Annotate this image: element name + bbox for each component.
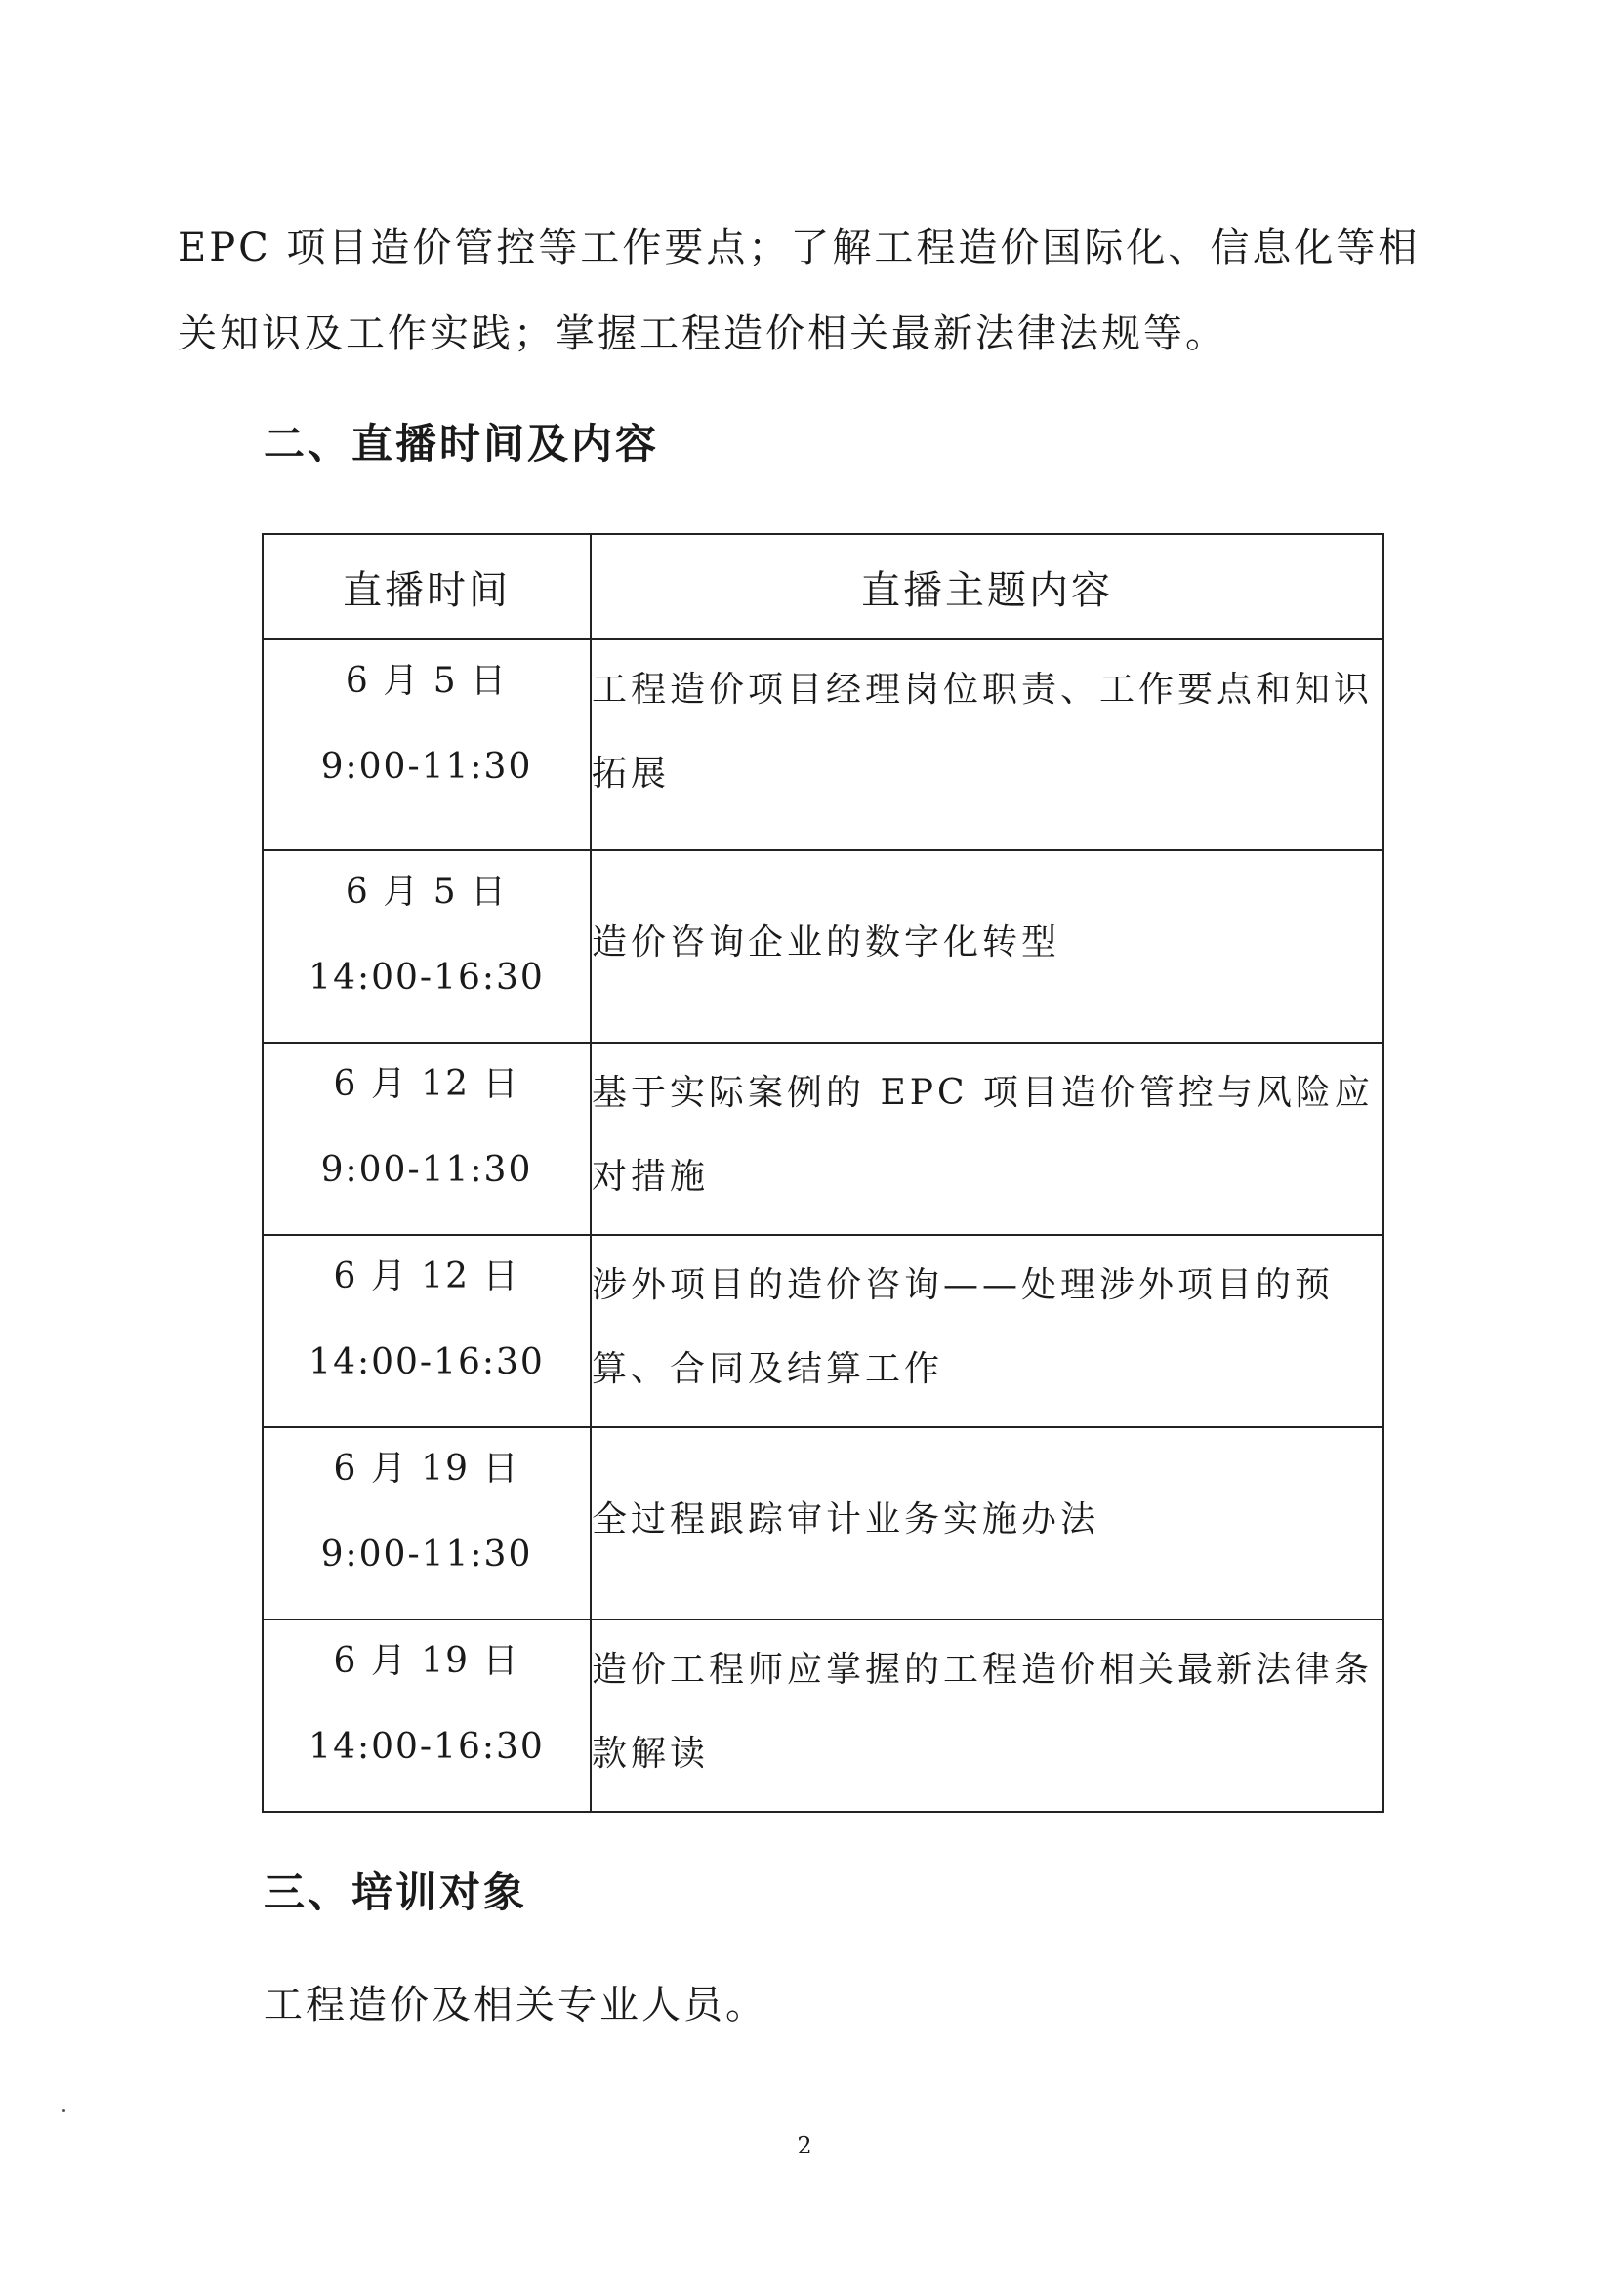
- session-date: 6 月 19 日: [333, 1449, 520, 1489]
- session-hours: 9:00-11:30: [320, 1535, 533, 1575]
- time-cell: [263, 639, 591, 850]
- session-date: 6 月 5 日: [345, 872, 509, 912]
- session-date: 6 月 5 日: [345, 661, 509, 701]
- time-cell: [263, 1620, 591, 1812]
- intro-line-2: 关知识及工作实践；掌握工程造价相关最新法律法规等。: [178, 311, 1227, 356]
- time-cell: [263, 1043, 591, 1235]
- schedule-table: [262, 533, 1384, 1813]
- session-topic: 涉外项目的造价咨询——处理涉外项目的预算、合同及结算工作: [592, 1265, 1335, 1389]
- topic-cell: [591, 1620, 1383, 1812]
- table-row: [263, 639, 1383, 850]
- session-hours: 9:00-11:30: [320, 747, 533, 787]
- session-hours: 14:00-16:30: [309, 1342, 545, 1382]
- time-cell: [263, 850, 591, 1043]
- time-cell: [263, 1235, 591, 1427]
- topic-cell: [591, 639, 1383, 850]
- topic-cell: [591, 1235, 1383, 1427]
- header-time: 直播时间: [263, 534, 591, 639]
- scan-speck: [62, 2109, 65, 2112]
- table-row: [263, 850, 1383, 1043]
- table-row: [263, 1235, 1383, 1427]
- intro-paragraph: [178, 205, 1437, 377]
- table-row: [263, 1427, 1383, 1620]
- session-topic: 造价咨询企业的数字化转型: [592, 922, 1061, 963]
- session-hours: 9:00-11:30: [320, 1150, 533, 1190]
- topic-cell: [591, 1043, 1383, 1235]
- time-cell: [263, 1427, 591, 1620]
- session-topic: 工程造价项目经理岗位职责、工作要点和知识拓展: [592, 670, 1374, 794]
- session-topic: 造价工程师应掌握的工程造价相关最新法律条款解读: [592, 1650, 1374, 1774]
- table-row: [263, 1043, 1383, 1235]
- intro-line-1: EPC 项目造价管控等工作要点；了解工程造价国际化、信息化等相: [178, 226, 1421, 270]
- page-number: 2: [797, 2132, 812, 2159]
- session-topic: 基于实际案例的 EPC 项目造价管控与风险应对措施: [592, 1073, 1374, 1197]
- topic-cell: [591, 1427, 1383, 1620]
- session-date: 6 月 19 日: [333, 1641, 520, 1681]
- section-3-body: 工程造价及相关专业人员。: [264, 1983, 767, 2028]
- session-hours: 14:00-16:30: [309, 1727, 545, 1767]
- header-topic: 直播主题内容: [591, 534, 1383, 639]
- session-date: 6 月 12 日: [333, 1256, 520, 1296]
- session-topic: 全过程跟踪审计业务实施办法: [592, 1498, 1100, 1539]
- table-row: [263, 1620, 1383, 1812]
- section-3-heading: 三、培训对象: [264, 1868, 528, 1916]
- schedule-header-row: [263, 534, 1383, 639]
- section-2-heading: 二、直播时间及内容: [264, 420, 660, 468]
- session-date: 6 月 12 日: [333, 1064, 520, 1104]
- session-hours: 14:00-16:30: [309, 958, 545, 998]
- topic-cell: [591, 850, 1383, 1043]
